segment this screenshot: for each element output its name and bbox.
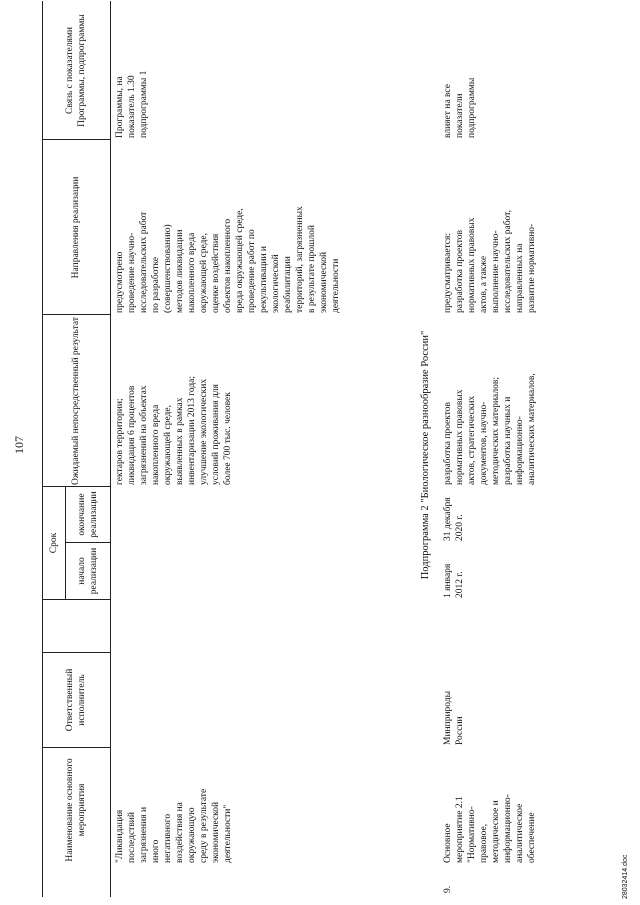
header-term: Срок <box>49 532 59 554</box>
header-result: Ожидаемый непосредственный результат <box>71 317 81 485</box>
row-1-direction: предусмотрено проведение научно- исследовательских работ по разработке (совершенствованию) методов ликвидации накопленного вреда окружающей среде, оценке воздействия объектов накопленного вреда окружающей среде, проведение работ по рекультивации и экологической реабилитации территорий, загрязненных в результате прошлой экономической деятельности <box>115 206 341 313</box>
row-2-end: 31 декабря 2020 г. <box>443 497 465 541</box>
row-2-direction: предусматривается: разработка проектов нормативных правовых актов, а также выполнение научно- исследовательских работ, направленных на развитие нормативно- <box>443 210 537 313</box>
row-1-result: гектаров территории; ликвидация 6 процентов загрязнений на объектах накопленного вреда окружающей среде, выявленных в рамках инвентаризации 2013 года; улучшение экологических условий проживания для более 700 тыс. человек <box>115 375 233 485</box>
subprogram-title: Подпрограмма 2 "Биологическое разнообразие России" <box>420 330 431 580</box>
row-2-measure: Основное мероприятие 2.1 "Нормативно- правовое, методическое и информационно- аналитическое обеспечение <box>443 794 537 863</box>
page-number: 107 <box>12 436 26 454</box>
table-top-line <box>42 1 43 897</box>
col-line-7 <box>42 139 110 140</box>
row-2-executor: Минприроды России <box>443 691 465 745</box>
footer-code: 28032414.doc <box>622 854 629 899</box>
col-line-6 <box>42 314 110 315</box>
header-start: начало реализации <box>77 547 99 595</box>
row-1-measure: "Ликвидация последствий загрязнения и иного негативного воздействия на окружающую среду в результате экономической деятельности" <box>115 788 233 863</box>
row-2-number: 9. <box>443 885 453 893</box>
row-2-link: влияет на все показатели подпрограммы <box>443 77 477 138</box>
col-line-1 <box>42 747 110 748</box>
row-1-link: Программы, на показатель 1.30 подпрограммы 1 <box>115 70 149 138</box>
col-line-2 <box>42 652 110 653</box>
row-2-result: разработка проектов нормативных правовых актов, стратегических документов, научно- методических материалов; разработка научных и информационно- аналитических материалов, <box>443 373 537 485</box>
header-executor: Ответственный исполнитель <box>65 668 87 732</box>
header-link: Связь с показателями Программы, подпрограммы <box>65 14 87 127</box>
row-2-start: 1 января 2012 г. <box>443 563 465 598</box>
header-direction: Направления реализации <box>71 176 81 279</box>
col-line-3 <box>42 599 110 600</box>
header-measure: Наименование основного мероприятия <box>65 758 87 862</box>
header-bottom-line <box>110 1 111 897</box>
term-divider-line <box>65 487 66 600</box>
header-end: окончание реализации <box>77 491 99 538</box>
